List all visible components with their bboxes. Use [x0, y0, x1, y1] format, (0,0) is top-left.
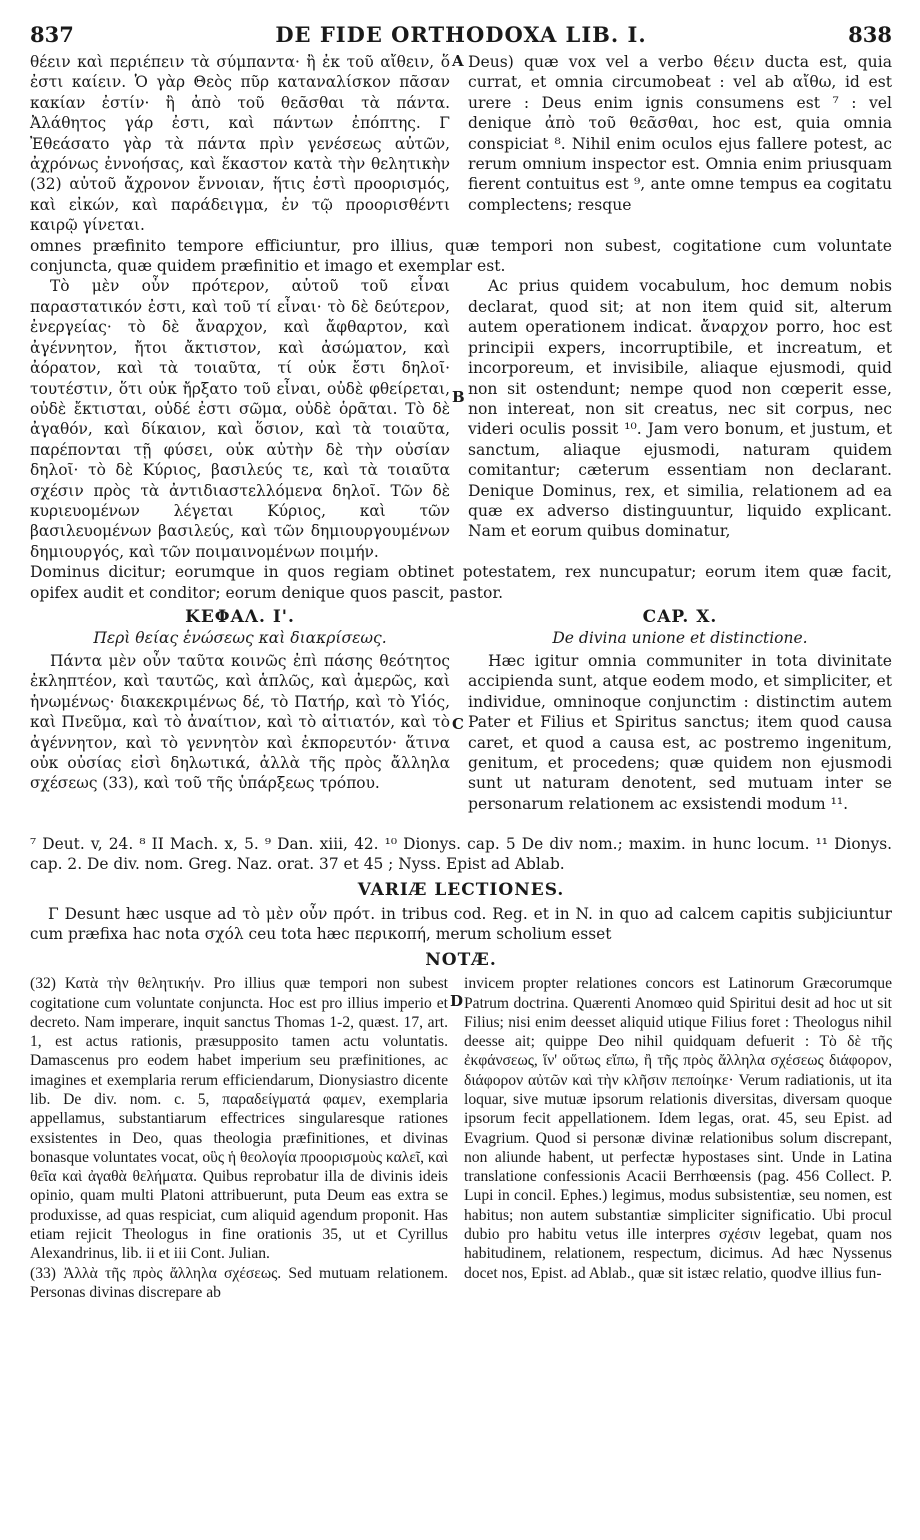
note-32: (32) Κατὰ τὴν θελητικήν. Pro illius quæ tempori non subest cogitatione cum voluntate conjuncta. Hoc est pro illius imperio et decreto. Nam imperare, inquit sanctus Thomas 1-2, quæst. 17, art. 1, est actus rationis, præsupposito tamen actu voluntatis. Damascenus pro eodem habet imperium seu præfinitiones, ac imagines et exemplaria rerum efficiendarum, Dionysiastro dicente lib. De div. nom. c. 5, παραδείγματά φαμεν, exemplaria appellamus, substantiarum effectrices singularesque rationes exsistentes in Deo, quas theologia præfinitiones, et divinas bonasque voluntates vocat, οὓς ἡ θεολογία προορισμοὺς καλεῖ, καὶ θεῖα καὶ ἀγαθὰ θελήματα. Quibus reprobatur illa de divinis ideis opinio, quam multi Platoni attribuerunt, puta Deum eas extra se produxisse, ad quas respiciat, cum aliquid agendum proponit. Has etiam rejicit Theologus in fine orationis 35, ut et Cyrillus Alexandrinus, lib. ii et iii Cont. Julian.	[30, 975, 448, 1263]
page	[30, 22, 892, 1302]
greek-chapter-text: Πάντα μὲν οὖν ταῦτα κοινῶς ἐπὶ πάσης θεότητος ἐκληπτέον, καὶ ταυτῶς, καὶ ἁπλῶς, καὶ ἀμερῶς, καὶ ἡνωμένως· διακεκριμένως δέ, τὸ Πατήρ, καὶ τὸ Υἱός, καὶ Πνεῦμα, καὶ τὸ ἀναίτιον, καὶ τὸ αἰτιατόν, καὶ τὸ ἀγέννητον, καὶ τὸ γεννητὸν καὶ ἐκπορευτόν· ἅτινα οὐκ οὐσίας εἰσὶ δηλωτικά, ἀλλὰ τῆς πρὸς ἄλληλα σχέσεως (33), καὶ τοῦ τῆς ὑπάρξεως τρόπου.	[30, 651, 450, 793]
latin-chapter-subtitle: De divina unione et distinctione.	[552, 628, 808, 647]
latin-chapter-text: Hæc igitur omnia communiter in tota divinitate accipienda sunt, atque eodem modo, et simpliciter, et individue, omninoque conjunctim : distinctim autem Pater et Filius et Spiritus sanctus; item quod causa caret, et quod a causa est, ac postremo ingenitum, genitum, et procedens; quæ quidem non ejusmodi sunt ut naturam denotent, sed mutuam inter se personarum relationem ac exsistendi modum ¹¹.	[468, 651, 892, 813]
variae-lectiones-heading: VARIÆ LECTIONES.	[357, 880, 565, 901]
chapter-section	[30, 607, 892, 814]
greek-chapter-subtitle: Περὶ θείας ἑνώσεως καὶ διακρίσεως.	[93, 628, 387, 647]
greek-column: Τὸ μὲν οὖν πρότερον, αὐτοῦ τοῦ εἶναι παραστατικόν ἐστι, καὶ τοῦ τί εἶναι· τὸ δὲ δεύτερον, ἐνεργείας· τὸ δὲ ἄναρχον, καὶ ἄφθαρτον, καὶ ἀγέννητον, ἤτοι ἄκτιστον, καὶ ἀσώματον, καὶ ἀόρατον, καὶ τὰ τοιαῦτα, τί οὐκ ἔστι δηλοῖ· τουτέστιν, ὅτι οὐκ ἤρξατο τοῦ εἶναι, οὐδὲ φθείρεται, οὐδὲ ἔκτισται, οὐδέ ἐστι σῶμα, οὐδὲ ὁρᾶται. Τὸ δὲ ἀγαθόν, καὶ δίκαιον, καὶ ὅσιον, καὶ τὰ τοιαῦτα, παρέπονται τῇ φύσει, οὐκ αὐτὴν δὲ τὴν οὐσίαν δηλοῖ· τὸ δὲ Κύριος, βασιλεύς τε, καὶ τὰ τοιαῦτα σχέσιν πρὸς τὰ ἀντιδιαστελλόμενα δηλοῖ. Τῶν δὲ κυριευομένων λέγεται Κύριος, καὶ τῶν βασιλευομένων βασιλεύς, καὶ τῶν δημιουργουμένων δημιουργός, καὶ τῶν ποιμαινομένων ποιμήν.	[30, 277, 450, 561]
margin-letter-d: D	[450, 992, 464, 1011]
running-header	[30, 22, 892, 52]
greek-chapter-heading: ΚΕΦΑΛ. Ι'.	[185, 606, 295, 627]
margin-letter-column	[450, 276, 468, 562]
notes-left-column	[30, 974, 448, 1302]
margin-letter-c: C	[452, 714, 464, 733]
margin-letter-a: A	[452, 52, 464, 70]
page-number-left: 837	[30, 22, 74, 47]
notes-right-column: invicem propter relationes concors est Latinorum Græcorumque Patrum doctrina. Quærenti Anomœo quid Spiritui desit ad hoc ut sit Filius; nisi enim deesset aliquid utique Filius foret : Theologus nihil deesse ait; quippe Deo nihil quidquam defuerit : Τὸ δὲ τῆς ἐκφάνσεως, ἵν' οὕτως εἴπω, ἢ τῆς πρὸς ἄλληλα σχέσεως διάφορον, διάφορον αὐτῶν καὶ τὴν κλῆσιν πεποίηκε· Verum radiationis, ut ita loquar, sive mutuæ ipsorum relationis diversitas, diversam quoque ipsorum fecit appellationem. Idem legas, orat. 45, seu Epist. ad Evagrium. Quod si personæ divinæ relationibus solum discrepant, non aliunde habent, ut perfectæ hypostases sint. Unde in Latina translatione confessionis Acacii Berrhœensis (pag. 456 Collect. P. Lupi in concil. Ephes.) legimus, modus subsistentiæ, seu nomen, est habitus; non autem substantiæ simpliciter significatio. Ubi procul dubio pro habitu vetus ille interpres σχέσιν legebat, quam nos habitudinem, relationem, respectum, dicimus. Ad hæc Nyssenus docet nos, Epist. ad Ablab., quæ sit istæc relatio, quodve illius fun-	[464, 975, 892, 1282]
greek-column: θέειν καὶ περιέπειν τὰ σύμπαντα· ἢ ἐκ τοῦ αἴθειν, ὅ ἐστι καίειν. Ὁ γὰρ Θεὸς πῦρ καταναλίσκον πᾶσαν κακίαν ἐστίν· ἢ ἀπὸ τοῦ θεᾶσθαι τὰ πάντα. Ἀλάθητος γάρ ἐστι, καὶ πάντων ἐπόπτης. Γ Ἐθεάσατο γὰρ τὰ πάντα πρὶν γενέσεως αὐτῶν, ἀχρόνως ἐννοήσας, καὶ ἕκαστον κατὰ τὴν θελητικὴν (32) αὐτοῦ ἄχρονον ἔννοιαν, ἥτις ἐστὶ προορισμός, καὶ εἰκών, καὶ παράδειγμα, ἐν τῷ προορισθέντι καιρῷ γίνεται.	[30, 53, 450, 235]
margin-letter-column	[448, 974, 464, 1302]
full-width-latin-1: omnes præfinito tempore efficiuntur, pro illius, quæ tempori non subest, cogitatione cum voluntate conjuncta, quæ quidem præfinitio et imago et exemplar est.	[30, 236, 892, 276]
latin-chapter	[468, 607, 892, 814]
greek-chapter	[30, 607, 450, 814]
footnotes: ⁷ Deut. v, 24. ⁸ II Mach. x, 5. ⁹ Dan. xiii, 42. ¹⁰ Dionys. cap. 5 De div nom.; maxim. in hunc locum. ¹¹ Dionys. cap. 2. De div. nom. Greg. Naz. orat. 37 et 45 ; Nyss. Epist ad Ablab.	[30, 835, 892, 874]
margin-letter-column	[450, 607, 468, 814]
latin-column: Deus) quæ vox vel a verbo θέειν ducta est, quia currat, et omnia circumobeat : vel ab αἴθω, id est urere : Deus enim ignis consumens est ⁷ : vel denique ἀπὸ τοῦ θεᾶσθαι, hoc est, quia omnia conspiciat ⁸. Nihil enim oculos ejus fallere potest, ac rerum omnium inspector est. Omnia enim priusquam fierent contuitus est ⁹, ante omne tempus ea cogitatu complectens; resque	[468, 53, 892, 214]
margin-letter-column	[450, 52, 468, 236]
note-33: (33) Ἀλλὰ τῆς πρὸς ἄλληλα σχέσεως. Sed mutuam relationem. Personas divinas discrepare ab	[30, 1264, 448, 1301]
running-title: DE FIDE ORTHODOXA LIB. I.	[275, 22, 647, 47]
parallel-text-block-2	[30, 276, 892, 562]
full-width-latin-2: Dominus dicitur; eorumque in quos regiam obtinet potestatem, rex nuncupatur; eorum item quæ facit, opifex audit et conditor; eorum denique quos pascit, pastor.	[30, 563, 892, 602]
parallel-text-block-1	[30, 52, 892, 236]
notes-block	[30, 974, 892, 1302]
notae-heading: NOTÆ.	[425, 950, 497, 971]
variae-lectiones-text: Γ Desunt hæc usque ad τὸ μὲν οὖν πρότ. in tribus cod. Reg. et in N. in quo ad calcem capitis subjiciuntur cum præfixa hac nota σχόλ ceu tota hæc περικοπή, merum scholium esset	[30, 905, 892, 944]
page-number-right: 838	[848, 22, 892, 47]
latin-column: Ac prius quidem vocabulum, hoc demum nobis declarat, quod sit; at non item quid sit, alterum autem operationem indicat. ἄναρχον porro, hoc est principii expers, incorruptibile, et increatum, et incorporeum, et invisibile, aliaque ejusmodi, quid non sit ostendunt; nempe quod non cœperit esse, non intereat, non sit creatus, nec sit corpus, nec videri oculis possit ¹⁰. Jam vero bonum, et justum, et sanctum, aliaque ejusmodi, naturam quidem comitantur; cæterum essentiam non declarant. Denique Dominus, rex, et similia, relationem ad ea quæ ex adverso distinguuntur, liquido explicant. Nam et eorum quibus dominatur,	[468, 277, 892, 541]
latin-chapter-heading: CAP. X.	[642, 606, 718, 627]
margin-letter-b: B	[452, 388, 465, 407]
